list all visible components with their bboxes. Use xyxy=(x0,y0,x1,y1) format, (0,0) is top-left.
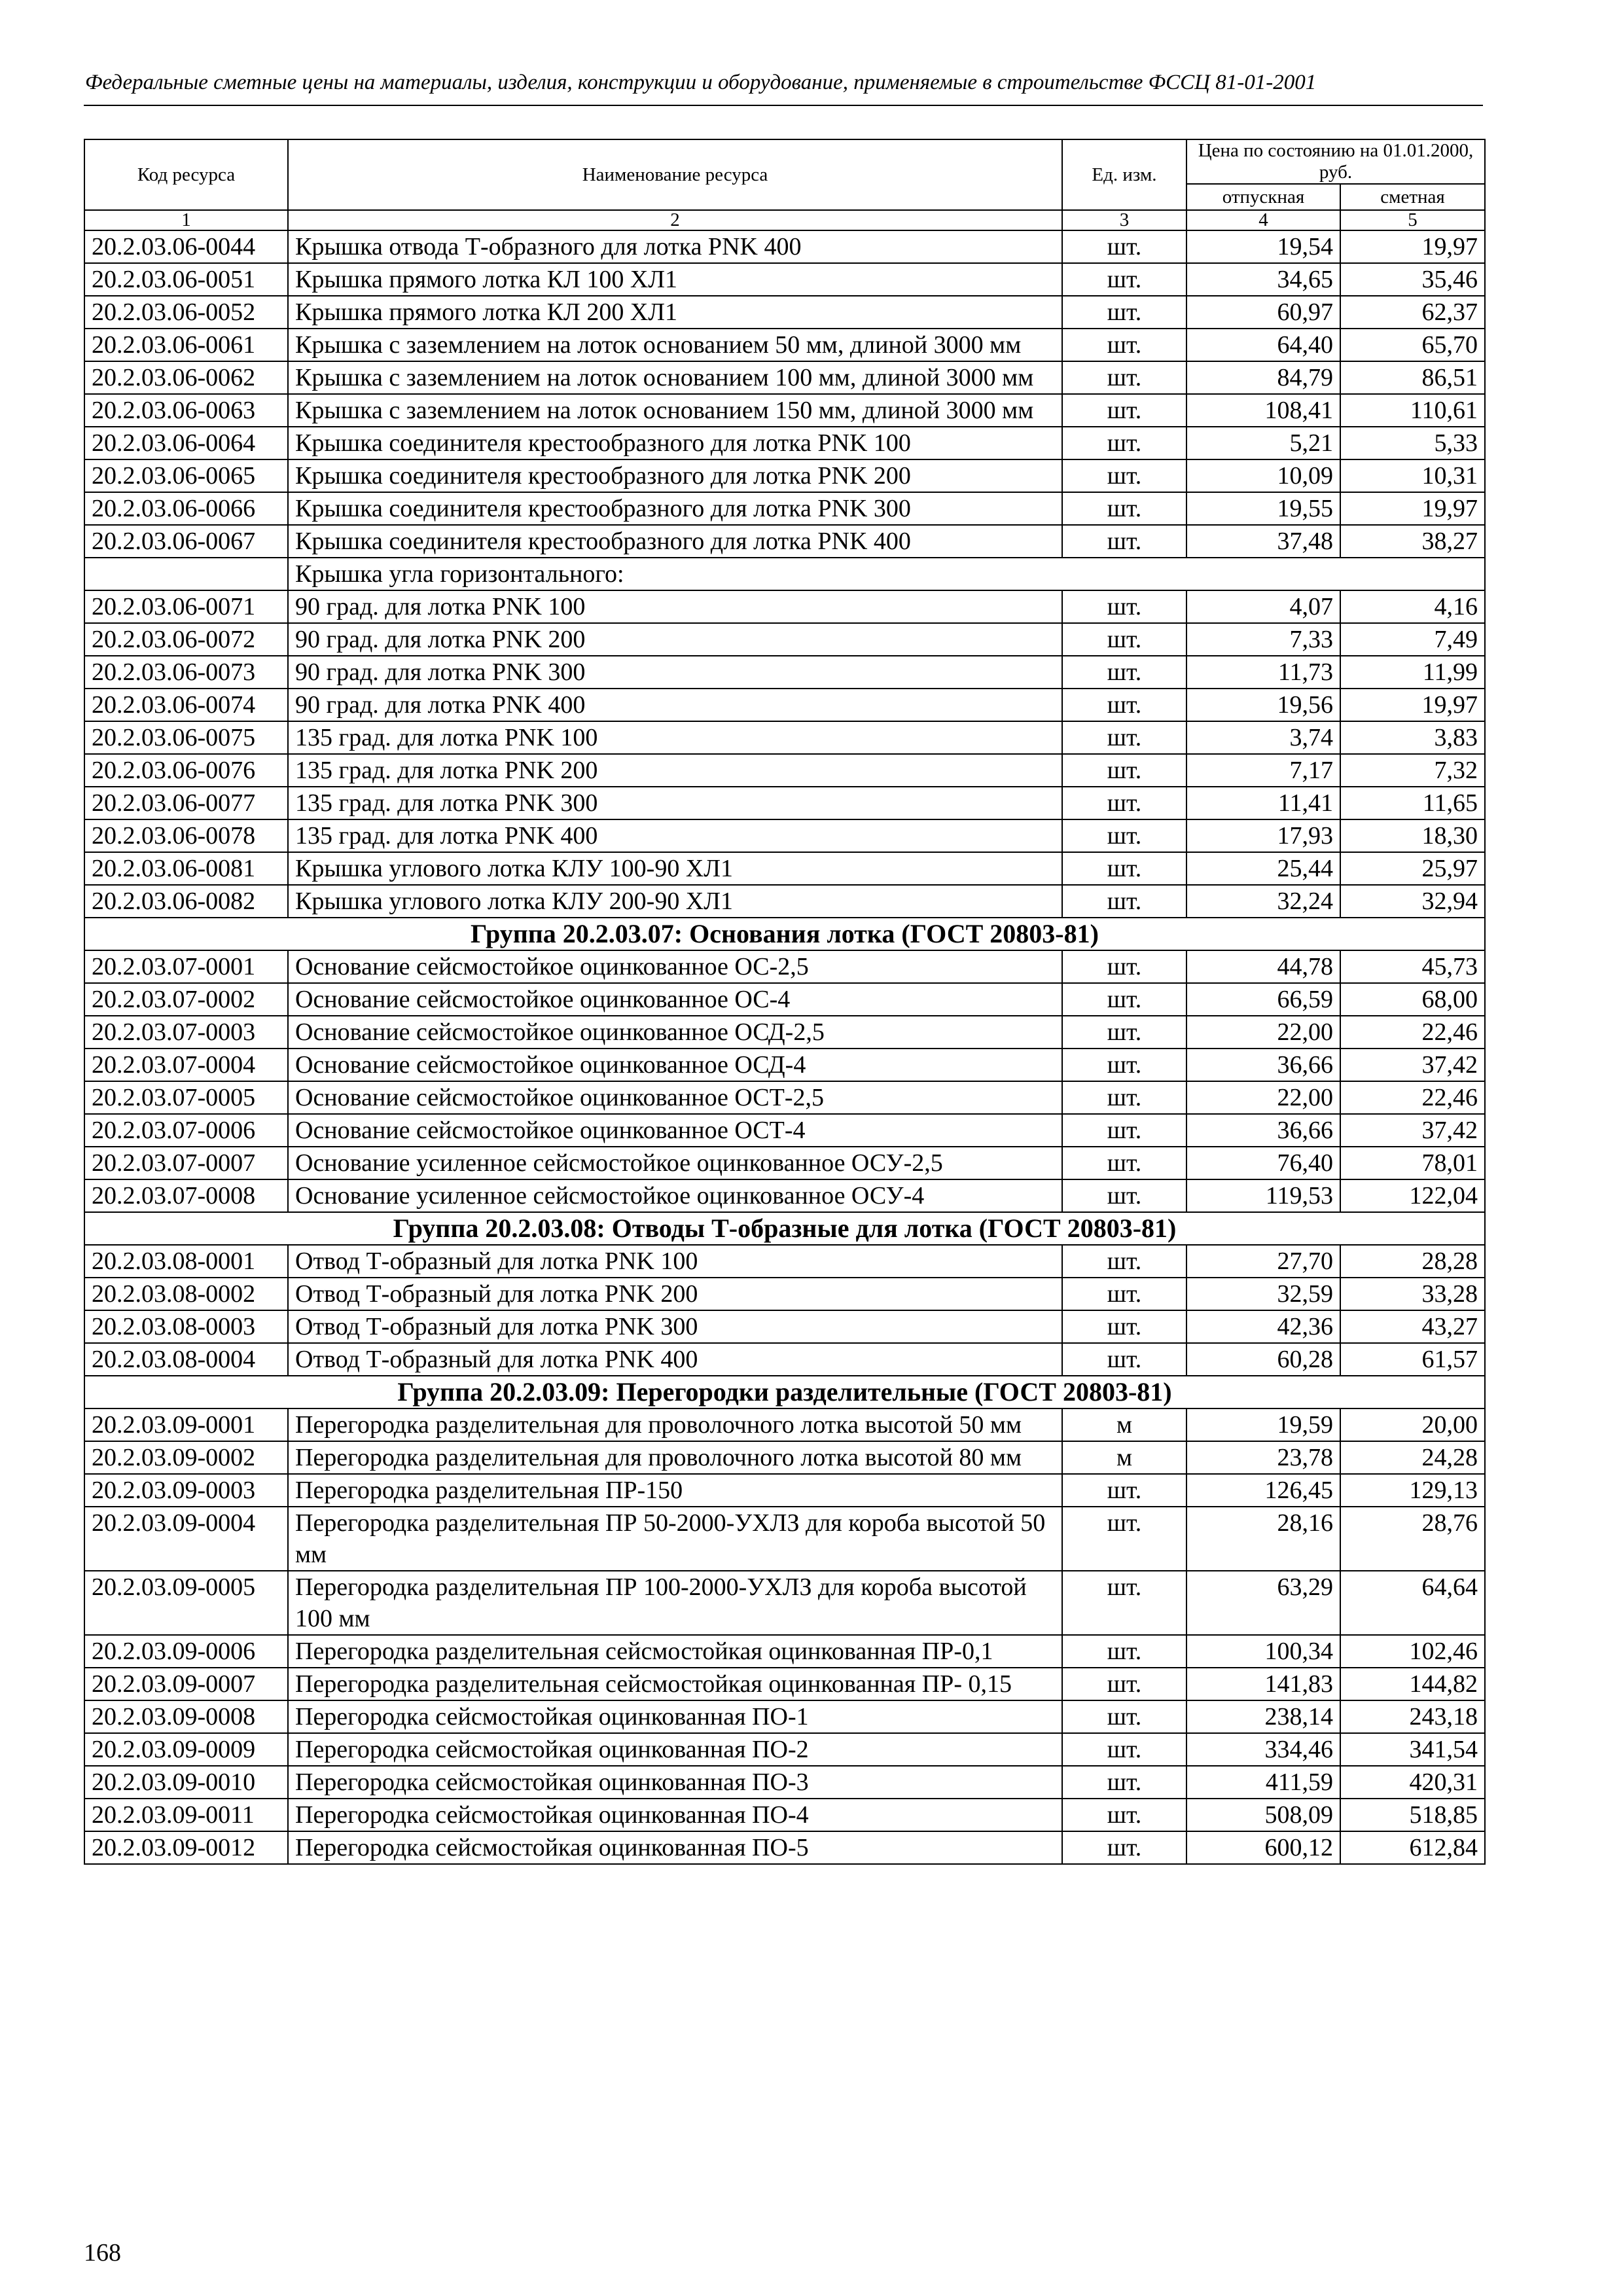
resource-code: 20.2.03.06-0077 xyxy=(84,787,288,819)
resource-name: Перегородка разделительная для проволочного лотка высотой 50 мм xyxy=(288,1408,1062,1441)
price-estimate: 38,27 xyxy=(1340,525,1485,558)
table-row xyxy=(84,459,1485,492)
table-row xyxy=(84,754,1485,787)
unit: шт. xyxy=(1062,1049,1186,1081)
price-release: 23,78 xyxy=(1186,1441,1340,1474)
price-estimate: 64,64 xyxy=(1340,1571,1485,1635)
resource-code: 20.2.03.09-0010 xyxy=(84,1766,288,1799)
resource-code: 20.2.03.06-0067 xyxy=(84,525,288,558)
resource-name: Отвод Т-образный для лотка PNK 100 xyxy=(288,1245,1062,1278)
resource-code: 20.2.03.07-0007 xyxy=(84,1147,288,1179)
price-release: 119,53 xyxy=(1186,1179,1340,1212)
price-estimate: 7,49 xyxy=(1340,623,1485,656)
unit: шт. xyxy=(1062,1343,1186,1376)
table-row xyxy=(84,623,1485,656)
resource-code: 20.2.03.08-0003 xyxy=(84,1310,288,1343)
resource-code: 20.2.03.09-0004 xyxy=(84,1507,288,1571)
price-release: 11,41 xyxy=(1186,787,1340,819)
table-row xyxy=(84,1081,1485,1114)
price-estimate: 28,76 xyxy=(1340,1507,1485,1571)
unit: шт. xyxy=(1062,1799,1186,1831)
resource-name: Перегородка сейсмостойкая оцинкованная ПО-1 xyxy=(288,1700,1062,1733)
price-estimate: 110,61 xyxy=(1340,394,1485,427)
price-estimate: 43,27 xyxy=(1340,1310,1485,1343)
resource-name: Основание усиленное сейсмостойкое оцинкованное ОСУ-2,5 xyxy=(288,1147,1062,1179)
resource-name: Перегородка сейсмостойкая оцинкованная ПО-5 xyxy=(288,1831,1062,1864)
price-release: 28,16 xyxy=(1186,1507,1340,1571)
table-row xyxy=(84,525,1485,558)
price-estimate: 3,83 xyxy=(1340,721,1485,754)
table-row xyxy=(84,656,1485,689)
price-release: 84,79 xyxy=(1186,361,1340,394)
group-heading-row xyxy=(84,1376,1485,1408)
unit: шт. xyxy=(1062,1245,1186,1278)
col-header-name: Наименование ресурса xyxy=(288,139,1062,210)
unit: шт. xyxy=(1062,1310,1186,1343)
resource-code: 20.2.03.09-0007 xyxy=(84,1668,288,1700)
price-release: 34,65 xyxy=(1186,263,1340,296)
resource-code: 20.2.03.09-0006 xyxy=(84,1635,288,1668)
price-estimate: 19,97 xyxy=(1340,689,1485,721)
price-estimate: 341,54 xyxy=(1340,1733,1485,1766)
table-row xyxy=(84,427,1485,459)
price-estimate: 37,42 xyxy=(1340,1114,1485,1147)
resource-name: Перегородка разделительная сейсмостойкая оцинкованная ПР-0,1 xyxy=(288,1635,1062,1668)
unit: шт. xyxy=(1062,1147,1186,1179)
table-row xyxy=(84,1114,1485,1147)
table-row xyxy=(84,1700,1485,1733)
resource-code: 20.2.03.06-0081 xyxy=(84,852,288,885)
resource-name: Крышка углового лотка КЛУ 100-90 ХЛ1 xyxy=(288,852,1062,885)
price-release: 126,45 xyxy=(1186,1474,1340,1507)
resource-code: 20.2.03.09-0008 xyxy=(84,1700,288,1733)
col-header-code: Код ресурса xyxy=(84,139,288,210)
resource-name: Перегородка сейсмостойкая оцинкованная ПО-4 xyxy=(288,1799,1062,1831)
unit: шт. xyxy=(1062,1831,1186,1864)
unit: м xyxy=(1062,1408,1186,1441)
table-row xyxy=(84,1441,1485,1474)
group-heading: Группа 20.2.03.07: Основания лотка (ГОСТ 20803-81) xyxy=(84,918,1485,950)
resource-code: 20.2.03.08-0002 xyxy=(84,1278,288,1310)
price-estimate: 22,46 xyxy=(1340,1081,1485,1114)
resource-code: 20.2.03.06-0061 xyxy=(84,329,288,361)
col-number: 5 xyxy=(1340,210,1485,230)
price-release: 32,24 xyxy=(1186,885,1340,918)
price-release: 11,73 xyxy=(1186,656,1340,689)
table-row xyxy=(84,230,1485,263)
price-release: 7,33 xyxy=(1186,623,1340,656)
col-header-price-release: отпускная xyxy=(1186,184,1340,210)
unit: шт. xyxy=(1062,459,1186,492)
unit: шт. xyxy=(1062,1507,1186,1571)
resource-code: 20.2.03.09-0009 xyxy=(84,1733,288,1766)
unit: шт. xyxy=(1062,590,1186,623)
table-row xyxy=(84,361,1485,394)
unit: шт. xyxy=(1062,1114,1186,1147)
resource-name: Крышка соединителя крестообразного для лотка PNK 100 xyxy=(288,427,1062,459)
col-number: 3 xyxy=(1062,210,1186,230)
price-estimate: 5,33 xyxy=(1340,427,1485,459)
resource-name: 90 град. для лотка PNK 400 xyxy=(288,689,1062,721)
resource-code: 20.2.03.09-0011 xyxy=(84,1799,288,1831)
group-heading-row xyxy=(84,918,1485,950)
price-estimate: 32,94 xyxy=(1340,885,1485,918)
price-release: 76,40 xyxy=(1186,1147,1340,1179)
resource-name: 135 град. для лотка PNK 200 xyxy=(288,754,1062,787)
resource-name: 135 град. для лотка PNK 300 xyxy=(288,787,1062,819)
price-release: 64,40 xyxy=(1186,329,1340,361)
table-row xyxy=(84,492,1485,525)
resource-code: 20.2.03.06-0075 xyxy=(84,721,288,754)
resource-name: Перегородка разделительная сейсмостойкая оцинкованная ПР- 0,15 xyxy=(288,1668,1062,1700)
resource-code: 20.2.03.06-0082 xyxy=(84,885,288,918)
empty-cell xyxy=(84,558,288,590)
resource-code: 20.2.03.06-0074 xyxy=(84,689,288,721)
resource-name: Крышка соединителя крестообразного для лотка PNK 200 xyxy=(288,459,1062,492)
resource-name: Перегородка разделительная ПР-150 xyxy=(288,1474,1062,1507)
resource-name: Крышка соединителя крестообразного для лотка PNK 300 xyxy=(288,492,1062,525)
resource-table xyxy=(84,139,1486,1865)
resource-name: Отвод Т-образный для лотка PNK 200 xyxy=(288,1278,1062,1310)
unit: шт. xyxy=(1062,819,1186,852)
resource-code: 20.2.03.06-0064 xyxy=(84,427,288,459)
unit: шт. xyxy=(1062,394,1186,427)
table-row xyxy=(84,394,1485,427)
table-row xyxy=(84,819,1485,852)
price-release: 44,78 xyxy=(1186,950,1340,983)
price-estimate: 7,32 xyxy=(1340,754,1485,787)
table-row xyxy=(84,1635,1485,1668)
resource-name: Крышка с заземлением на лоток основанием 100 мм, длиной 3000 мм xyxy=(288,361,1062,394)
resource-name: Отвод Т-образный для лотка PNK 400 xyxy=(288,1343,1062,1376)
price-estimate: 78,01 xyxy=(1340,1147,1485,1179)
price-release: 5,21 xyxy=(1186,427,1340,459)
price-release: 17,93 xyxy=(1186,819,1340,852)
group-heading: Группа 20.2.03.08: Отводы Т-образные для лотка (ГОСТ 20803-81) xyxy=(84,1212,1485,1245)
resource-code: 20.2.03.06-0044 xyxy=(84,230,288,263)
table-row xyxy=(84,1310,1485,1343)
table-row xyxy=(84,1245,1485,1278)
price-release: 60,97 xyxy=(1186,296,1340,329)
resource-code: 20.2.03.06-0066 xyxy=(84,492,288,525)
table-row xyxy=(84,1507,1485,1571)
price-estimate: 144,82 xyxy=(1340,1668,1485,1700)
unit: шт. xyxy=(1062,296,1186,329)
table-row xyxy=(84,1408,1485,1441)
resource-name: Перегородка разделительная ПР 50-2000-УХЛЗ для короба высотой 50 мм xyxy=(288,1507,1062,1571)
table-row xyxy=(84,329,1485,361)
price-release: 32,59 xyxy=(1186,1278,1340,1310)
resource-name: Крышка углового лотка КЛУ 200-90 ХЛ1 xyxy=(288,885,1062,918)
unit: шт. xyxy=(1062,1766,1186,1799)
table-row xyxy=(84,1474,1485,1507)
price-estimate: 24,28 xyxy=(1340,1441,1485,1474)
resource-code: 20.2.03.06-0052 xyxy=(84,296,288,329)
table-row xyxy=(84,1733,1485,1766)
col-number: 2 xyxy=(288,210,1062,230)
col-number: 1 xyxy=(84,210,288,230)
table-row xyxy=(84,950,1485,983)
resource-code: 20.2.03.07-0006 xyxy=(84,1114,288,1147)
resource-code: 20.2.03.06-0051 xyxy=(84,263,288,296)
price-estimate: 37,42 xyxy=(1340,1049,1485,1081)
table-row xyxy=(84,1147,1485,1179)
table-row xyxy=(84,689,1485,721)
price-release: 100,34 xyxy=(1186,1635,1340,1668)
resource-code: 20.2.03.06-0063 xyxy=(84,394,288,427)
table-row xyxy=(84,787,1485,819)
resource-name: 90 град. для лотка PNK 300 xyxy=(288,656,1062,689)
resource-name: 90 град. для лотка PNK 200 xyxy=(288,623,1062,656)
unit: шт. xyxy=(1062,983,1186,1016)
unit: шт. xyxy=(1062,1668,1186,1700)
price-release: 600,12 xyxy=(1186,1831,1340,1864)
price-estimate: 11,99 xyxy=(1340,656,1485,689)
resource-code: 20.2.03.07-0001 xyxy=(84,950,288,983)
resource-code: 20.2.03.09-0012 xyxy=(84,1831,288,1864)
price-release: 36,66 xyxy=(1186,1114,1340,1147)
unit: шт. xyxy=(1062,852,1186,885)
resource-name: Основание сейсмостойкое оцинкованное ОСТ-4 xyxy=(288,1114,1062,1147)
resource-name: 135 град. для лотка PNK 400 xyxy=(288,819,1062,852)
table-row xyxy=(84,1016,1485,1049)
resource-code: 20.2.03.09-0001 xyxy=(84,1408,288,1441)
resource-code: 20.2.03.07-0003 xyxy=(84,1016,288,1049)
price-estimate: 102,46 xyxy=(1340,1635,1485,1668)
unit: шт. xyxy=(1062,263,1186,296)
unit: шт. xyxy=(1062,1571,1186,1635)
resource-name: Перегородка разделительная для проволочного лотка высотой 80 мм xyxy=(288,1441,1062,1474)
resource-name: Крышка с заземлением на лоток основанием 50 мм, длиной 3000 мм xyxy=(288,329,1062,361)
price-release: 60,28 xyxy=(1186,1343,1340,1376)
price-estimate: 61,57 xyxy=(1340,1343,1485,1376)
price-release: 411,59 xyxy=(1186,1766,1340,1799)
unit: шт. xyxy=(1062,329,1186,361)
price-estimate: 243,18 xyxy=(1340,1700,1485,1733)
price-estimate: 45,73 xyxy=(1340,950,1485,983)
price-release: 22,00 xyxy=(1186,1016,1340,1049)
table-row xyxy=(84,1668,1485,1700)
price-estimate: 11,65 xyxy=(1340,787,1485,819)
group-heading: Группа 20.2.03.09: Перегородки разделительные (ГОСТ 20803-81) xyxy=(84,1376,1485,1408)
price-release: 37,48 xyxy=(1186,525,1340,558)
price-estimate: 420,31 xyxy=(1340,1766,1485,1799)
table-row xyxy=(84,1179,1485,1212)
price-estimate: 25,97 xyxy=(1340,852,1485,885)
resource-code: 20.2.03.06-0072 xyxy=(84,623,288,656)
col-header-price-estimate: сметная xyxy=(1340,184,1485,210)
resource-name: Крышка прямого лотка КЛ 100 ХЛ1 xyxy=(288,263,1062,296)
price-estimate: 65,70 xyxy=(1340,329,1485,361)
price-release: 4,07 xyxy=(1186,590,1340,623)
unit: шт. xyxy=(1062,721,1186,754)
resource-name: Перегородка разделительная ПР 100-2000-УХЛЗ для короба высотой 100 мм xyxy=(288,1571,1062,1635)
table-row xyxy=(84,1766,1485,1799)
col-number: 4 xyxy=(1186,210,1340,230)
table-row xyxy=(84,1049,1485,1081)
col-header-unit: Ед. изм. xyxy=(1062,139,1186,210)
resource-name: Перегородка сейсмостойкая оцинкованная ПО-3 xyxy=(288,1766,1062,1799)
unit: м xyxy=(1062,1441,1186,1474)
unit: шт. xyxy=(1062,689,1186,721)
price-release: 27,70 xyxy=(1186,1245,1340,1278)
table-row xyxy=(84,852,1485,885)
subheading-row xyxy=(84,558,1485,590)
price-release: 36,66 xyxy=(1186,1049,1340,1081)
price-estimate: 33,28 xyxy=(1340,1278,1485,1310)
unit: шт. xyxy=(1062,787,1186,819)
unit: шт. xyxy=(1062,950,1186,983)
price-release: 19,55 xyxy=(1186,492,1340,525)
group-heading-row xyxy=(84,1212,1485,1245)
unit: шт. xyxy=(1062,1278,1186,1310)
table-row xyxy=(84,1343,1485,1376)
price-release: 25,44 xyxy=(1186,852,1340,885)
resource-name: Основание сейсмостойкое оцинкованное ОС-4 xyxy=(288,983,1062,1016)
document-header: Федеральные сметные цены на материалы, изделия, конструкции и оборудование, применяемые в строительстве ФССЦ 81-01-2001 xyxy=(85,71,1317,94)
resource-code: 20.2.03.09-0005 xyxy=(84,1571,288,1635)
unit: шт. xyxy=(1062,623,1186,656)
price-release: 19,59 xyxy=(1186,1408,1340,1441)
resource-code: 20.2.03.06-0073 xyxy=(84,656,288,689)
price-release: 19,56 xyxy=(1186,689,1340,721)
price-estimate: 86,51 xyxy=(1340,361,1485,394)
resource-code: 20.2.03.06-0062 xyxy=(84,361,288,394)
price-release: 22,00 xyxy=(1186,1081,1340,1114)
price-release: 238,14 xyxy=(1186,1700,1340,1733)
resource-name: Отвод Т-образный для лотка PNK 300 xyxy=(288,1310,1062,1343)
table-body xyxy=(84,230,1485,1864)
unit: шт. xyxy=(1062,492,1186,525)
table-row xyxy=(84,721,1485,754)
resource-code: 20.2.03.09-0002 xyxy=(84,1441,288,1474)
resource-code: 20.2.03.06-0065 xyxy=(84,459,288,492)
price-estimate: 22,46 xyxy=(1340,1016,1485,1049)
resource-code: 20.2.03.07-0008 xyxy=(84,1179,288,1212)
col-header-price-group: Цена по состоянию на 01.01.2000, руб. xyxy=(1186,139,1485,184)
price-release: 334,46 xyxy=(1186,1733,1340,1766)
price-release: 7,17 xyxy=(1186,754,1340,787)
price-estimate: 612,84 xyxy=(1340,1831,1485,1864)
price-estimate: 19,97 xyxy=(1340,230,1485,263)
unit: шт. xyxy=(1062,1081,1186,1114)
unit: шт. xyxy=(1062,230,1186,263)
resource-code: 20.2.03.07-0002 xyxy=(84,983,288,1016)
price-estimate: 62,37 xyxy=(1340,296,1485,329)
resource-code: 20.2.03.07-0005 xyxy=(84,1081,288,1114)
price-release: 63,29 xyxy=(1186,1571,1340,1635)
resource-name: 90 град. для лотка PNK 100 xyxy=(288,590,1062,623)
resource-name: Основание сейсмостойкое оцинкованное ОСД-2,5 xyxy=(288,1016,1062,1049)
price-release: 508,09 xyxy=(1186,1799,1340,1831)
price-release: 141,83 xyxy=(1186,1668,1340,1700)
table-row xyxy=(84,296,1485,329)
resource-name: Крышка прямого лотка КЛ 200 ХЛ1 xyxy=(288,296,1062,329)
price-release: 3,74 xyxy=(1186,721,1340,754)
price-estimate: 19,97 xyxy=(1340,492,1485,525)
table-row xyxy=(84,1278,1485,1310)
table-row xyxy=(84,590,1485,623)
unit: шт. xyxy=(1062,1474,1186,1507)
price-release: 10,09 xyxy=(1186,459,1340,492)
resource-name: Крышка с заземлением на лоток основанием 150 мм, длиной 3000 мм xyxy=(288,394,1062,427)
resource-name: Основание усиленное сейсмостойкое оцинкованное ОСУ-4 xyxy=(288,1179,1062,1212)
price-estimate: 4,16 xyxy=(1340,590,1485,623)
unit: шт. xyxy=(1062,1016,1186,1049)
resource-code: 20.2.03.06-0078 xyxy=(84,819,288,852)
unit: шт. xyxy=(1062,525,1186,558)
price-estimate: 20,00 xyxy=(1340,1408,1485,1441)
header-rule xyxy=(84,105,1483,106)
resource-name: Основание сейсмостойкое оцинкованное ОСД-4 xyxy=(288,1049,1062,1081)
resource-code: 20.2.03.08-0004 xyxy=(84,1343,288,1376)
resource-name: Крышка соединителя крестообразного для лотка PNK 400 xyxy=(288,525,1062,558)
price-estimate: 28,28 xyxy=(1340,1245,1485,1278)
price-release: 42,36 xyxy=(1186,1310,1340,1343)
unit: шт. xyxy=(1062,754,1186,787)
resource-name: Перегородка сейсмостойкая оцинкованная ПО-2 xyxy=(288,1733,1062,1766)
price-estimate: 68,00 xyxy=(1340,983,1485,1016)
price-release: 66,59 xyxy=(1186,983,1340,1016)
price-estimate: 518,85 xyxy=(1340,1799,1485,1831)
unit: шт. xyxy=(1062,1733,1186,1766)
unit: шт. xyxy=(1062,427,1186,459)
unit: шт. xyxy=(1062,1635,1186,1668)
subheading: Крышка угла горизонтального: xyxy=(288,558,1485,590)
resource-name: Основание сейсмостойкое оцинкованное ОСТ-2,5 xyxy=(288,1081,1062,1114)
price-estimate: 10,31 xyxy=(1340,459,1485,492)
price-estimate: 18,30 xyxy=(1340,819,1485,852)
unit: шт. xyxy=(1062,656,1186,689)
table-row xyxy=(84,1831,1485,1864)
resource-code: 20.2.03.08-0001 xyxy=(84,1245,288,1278)
resource-name: Крышка отвода Т-образного для лотка PNK 400 xyxy=(288,230,1062,263)
table-row xyxy=(84,983,1485,1016)
unit: шт. xyxy=(1062,1700,1186,1733)
price-estimate: 122,04 xyxy=(1340,1179,1485,1212)
unit: шт. xyxy=(1062,885,1186,918)
table-row xyxy=(84,885,1485,918)
price-estimate: 129,13 xyxy=(1340,1474,1485,1507)
table-row xyxy=(84,1571,1485,1635)
price-estimate: 35,46 xyxy=(1340,263,1485,296)
unit: шт. xyxy=(1062,361,1186,394)
resource-code: 20.2.03.09-0003 xyxy=(84,1474,288,1507)
page-number: 168 xyxy=(84,2239,121,2267)
resource-name: 135 град. для лотка PNK 100 xyxy=(288,721,1062,754)
resource-code: 20.2.03.06-0071 xyxy=(84,590,288,623)
table-row xyxy=(84,1799,1485,1831)
resource-code: 20.2.03.06-0076 xyxy=(84,754,288,787)
table-row xyxy=(84,263,1485,296)
resource-code: 20.2.03.07-0004 xyxy=(84,1049,288,1081)
resource-name: Основание сейсмостойкое оцинкованное ОС-2,5 xyxy=(288,950,1062,983)
price-release: 108,41 xyxy=(1186,394,1340,427)
price-release: 19,54 xyxy=(1186,230,1340,263)
unit: шт. xyxy=(1062,1179,1186,1212)
